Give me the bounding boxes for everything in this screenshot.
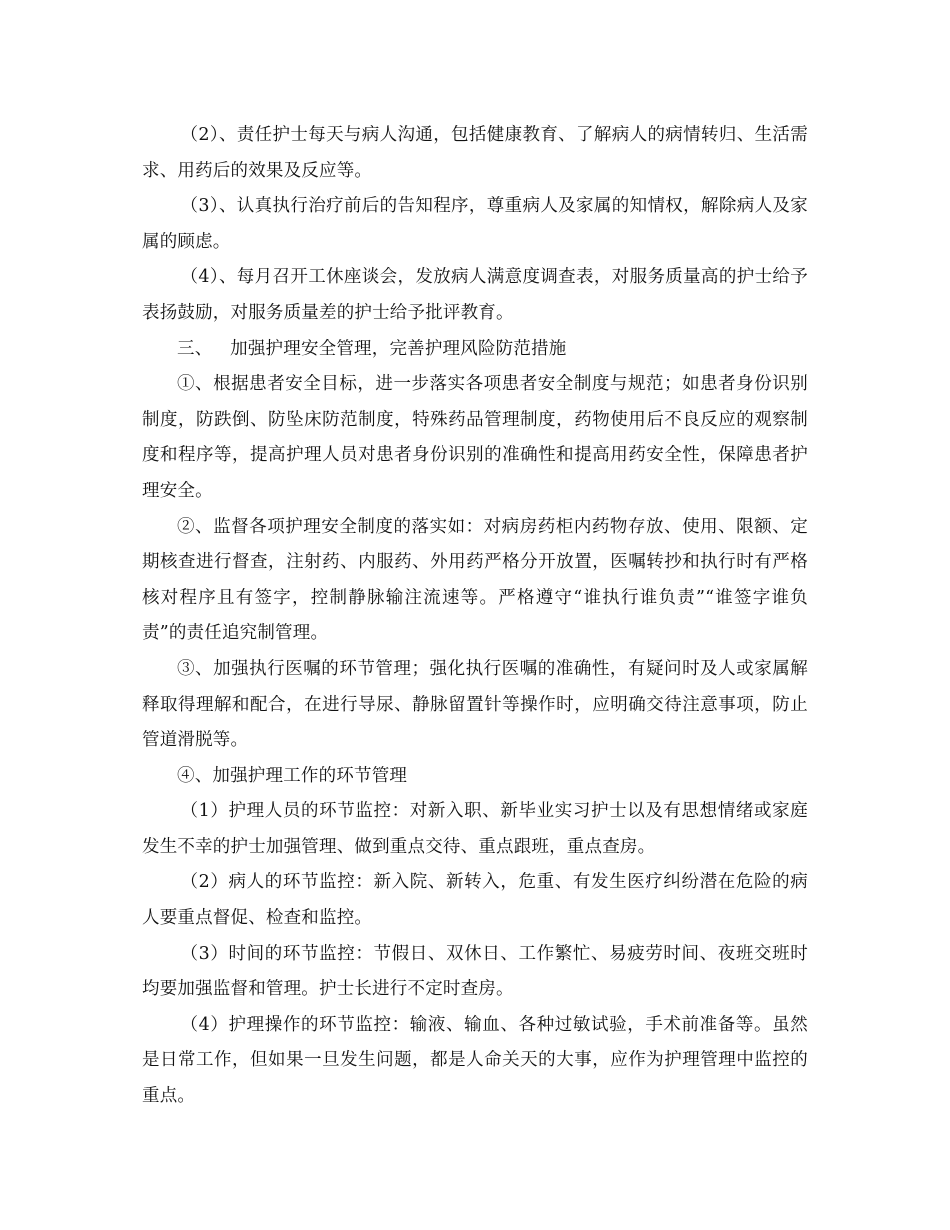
paragraph-responsible-nurse-communication: （2）、责任护士每天与病人沟通，包括健康教育、了解病人的病情转归、生活需求、用药后的效果及反应等。 (142, 125, 808, 181)
paragraph-patient-safety-goals: ①、根据患者安全目标，进一步落实各项患者安全制度与规范；如患者身份识别制度，防跌倒、防坠床防范制度，特殊药品管理制度，药物使用后不良反应的观察制度和程序等，提高护理人员对患者身份识别的准确性和提高用药安全性，保障患者护理安全。 (142, 374, 808, 501)
paragraph-monthly-symposium: （4）、每月召开工休座谈会，发放病人满意度调查表，对服务质量高的护士给予表扬鼓励，对服务质量差的护士给予批评教育。 (142, 267, 808, 323)
document-body (142, 118, 808, 1115)
paragraph-patient-monitoring: （2）病人的环节监控：新入院、新转入，危重、有发生医疗纠纷潜在危险的病人要重点督促、检查和监控。 (142, 872, 808, 929)
paragraph-time-monitoring: （3）时间的环节监控：节假日、双休日、工作繁忙、易疲劳时间、夜班交班时均要加强监督和管理。护士长进行不定时查房。 (142, 943, 808, 1000)
paragraph-notification-procedure: （3）、认真执行治疗前后的告知程序，尊重病人及家属的知情权，解除病人及家属的顾虑。 (142, 196, 808, 252)
paragraph-staff-monitoring: （1）护理人员的环节监控：对新入职、新毕业实习护士以及有思想情绪或家庭发生不幸的护士加强管理、做到重点交待、重点跟班，重点查房。 (142, 801, 808, 857)
paragraph-nursing-link-management: ④、加强护理工作的环节管理 (177, 765, 408, 786)
paragraph-operation-monitoring: （4）护理操作的环节监控：输液、输血、各种过敏试验，手术前准备等。虽然是日常工作，但如果一旦发生问题，都是人命关天的大事，应作为护理管理中监控的重点。 (142, 1014, 808, 1107)
section-heading-safety-management: 三、 加强护理安全管理，完善护理风险防范措施 (177, 338, 567, 359)
paragraph-safety-system-supervision: ②、监督各项护理安全制度的落实如：对病房药柜内药物存放、使用、限额、定期核查进行督查，注射药、内服药、外用药严格分开放置，医嘱转抄和执行时有严格核对程序且有签字，控制静脉输注流速等。严格遵守“谁执行谁负责”“谁签字谁负责”的责任追究制管理。 (142, 516, 808, 644)
paragraph-medical-order-management: ③、加强执行医嘱的环节管理；强化执行医嘱的准确性，有疑问时及人或家属解释取得理解和配合，在进行导尿、静脉留置针等操作时，应明确交待注意事项，防止管道滑脱等。 (142, 658, 808, 751)
